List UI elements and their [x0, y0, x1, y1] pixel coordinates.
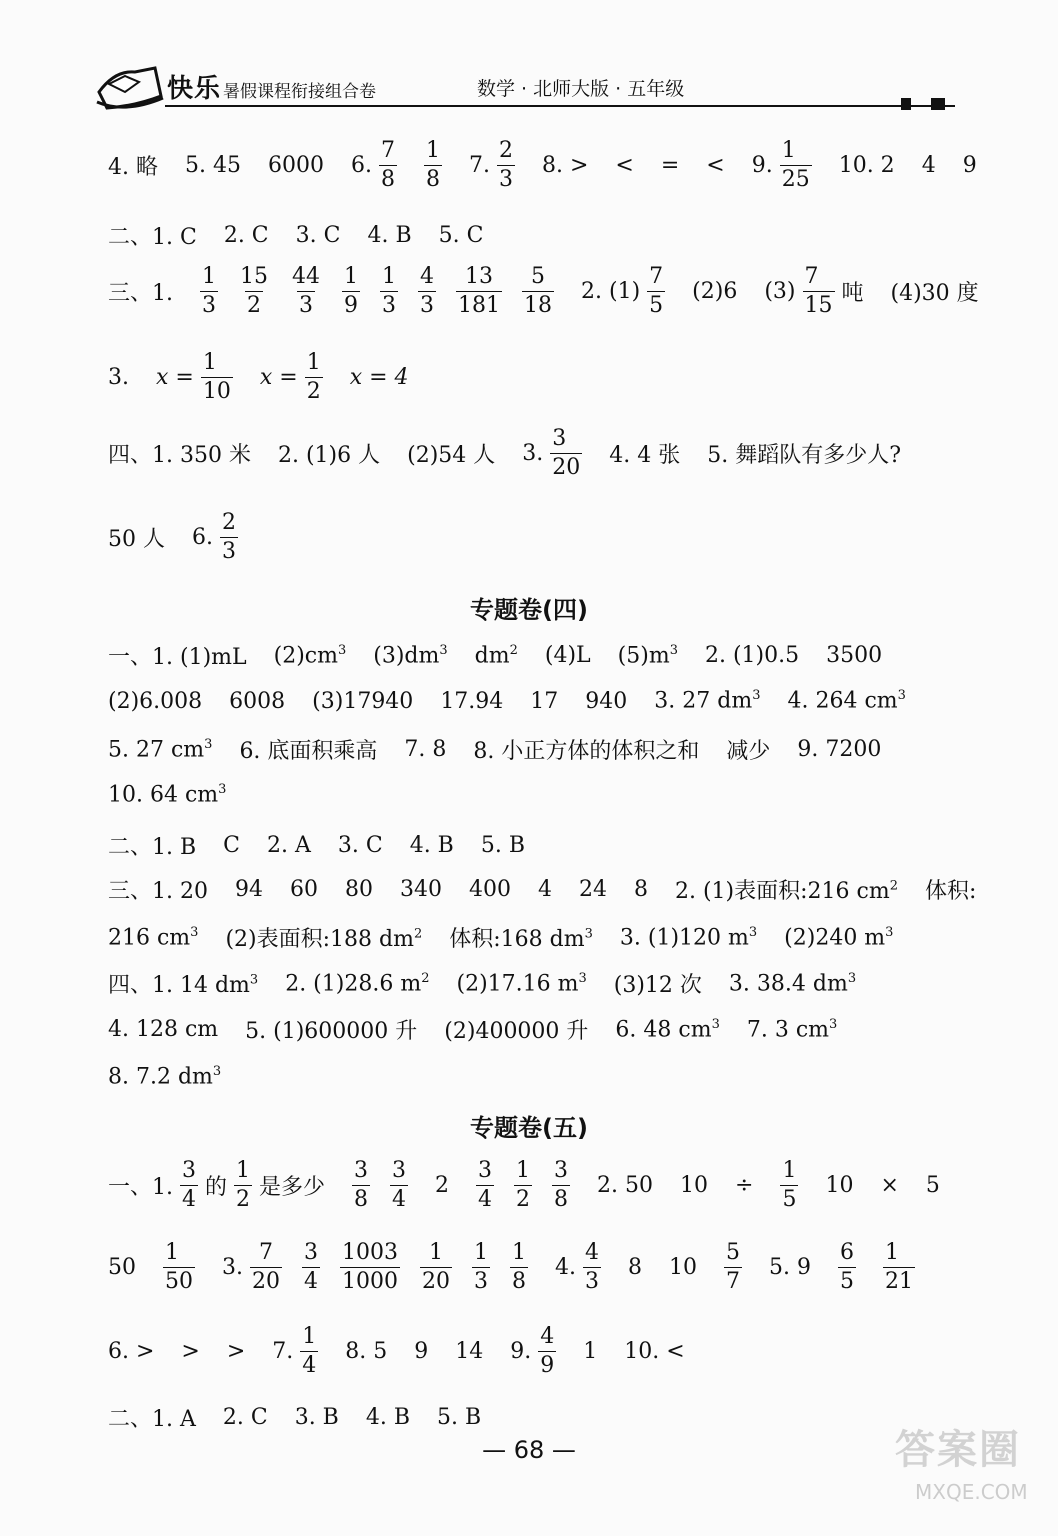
answer-item: 9. 7200: [797, 737, 882, 762]
fraction: $\frac{1}{3}$: [202, 264, 216, 318]
answer-item: 8. >: [541, 153, 589, 178]
answer-item: 8. 5: [345, 1339, 388, 1364]
answer-item: 6. 48 $cm^3$: [615, 1016, 720, 1043]
answer-item: 17: [530, 688, 559, 714]
answer-item: 2. (1)表面积:216 $cm^2$: [674, 878, 898, 904]
answer-item: 3.: [108, 365, 129, 390]
answer-line: [108, 688, 926, 714]
answer-item: 5. 45: [184, 153, 241, 178]
answer-item: 3. B: [294, 1405, 339, 1430]
answer-item: 二、1. B: [108, 835, 197, 860]
answer-item: 一、1. (1)mL: [108, 645, 247, 670]
answer-item: 4. 128 cm: [108, 1017, 219, 1042]
answer-line: [108, 874, 996, 905]
watermark: [895, 1418, 1045, 1518]
answer-item: 340: [399, 877, 442, 902]
fraction: $\frac{44}{3}$: [292, 264, 320, 318]
fraction: $\frac{4}{3}$: [420, 264, 434, 318]
section-title: 专题卷(五): [470, 1114, 588, 1142]
answer-item: 4: [537, 877, 552, 902]
answer-item: 4.: [555, 1255, 576, 1280]
answer-item: 3.: [522, 441, 544, 466]
answer-item: 4. B: [409, 833, 454, 858]
fraction: $\frac{13}{181}$: [458, 264, 500, 318]
answer-item: 一、1.: [108, 1175, 173, 1200]
series-title-small: 暑假课程衔接组合卷: [223, 82, 377, 102]
fraction: $\frac{1}{8}$: [512, 1240, 526, 1294]
answer-item: 2. (1)28.6 $m^2$: [285, 970, 430, 997]
answer-item: 3. C: [337, 833, 383, 858]
answer-item: C: [223, 833, 240, 858]
answer-item: 5. B: [437, 1405, 482, 1430]
fraction: $\frac{1}{25}$: [781, 138, 810, 192]
answer-item: >: [226, 1339, 246, 1364]
answer-line: [108, 1326, 705, 1377]
answer-line: [108, 512, 258, 563]
answer-item: (3): [764, 279, 796, 304]
answer-item: 3. C: [295, 223, 341, 248]
answer-line: [108, 428, 921, 479]
watermark-url: MXQE.COM: [915, 1480, 1028, 1504]
answer-item: (4)30 度: [890, 281, 979, 306]
fraction: $\frac{3}{4}$: [304, 1240, 318, 1294]
answer-item: 2. 50: [597, 1173, 654, 1198]
answer-item: =: [660, 153, 680, 178]
answer-item: 6.: [192, 525, 213, 550]
answer-line: [108, 830, 545, 861]
answer-item: 体积:168 $dm^3$: [449, 926, 593, 952]
answer-item: (2)400000 升: [444, 1019, 589, 1044]
fraction: $\frac{1}{20}$: [422, 1240, 450, 1294]
answer-item: $(5)m^3$: [617, 642, 678, 669]
page-number: — 68 —: [482, 1436, 576, 1464]
answer-item: 2. (1)0.5: [704, 643, 800, 668]
fraction: $\frac{6}{5}$: [839, 1240, 854, 1294]
answer-line: [108, 1064, 241, 1090]
answer-item: $(3)dm^3$: [373, 642, 448, 669]
answer-item: 5. B: [480, 833, 526, 858]
answer-item: 50: [108, 1255, 136, 1280]
fraction: $\frac{1}{9}$: [344, 264, 358, 318]
fraction: $\frac{1}{3}$: [474, 1240, 488, 1294]
fraction-group: [476, 1160, 590, 1211]
answer-item: 5. 9: [769, 1255, 811, 1280]
answer-item: 1: [583, 1339, 598, 1364]
fraction: $\frac{1003}{1000}$: [342, 1240, 398, 1294]
answer-item: 10: [669, 1255, 697, 1280]
answer-item: (2)6.008: [108, 688, 203, 714]
answer-item: 3.: [222, 1255, 243, 1280]
answer-item: 3. 27 $dm^3$: [654, 688, 761, 714]
answer-item: 7. 3 $cm^3$: [746, 1016, 838, 1043]
answer-item: $(2)cm^3$: [273, 642, 347, 669]
header-rule-mark: [931, 98, 945, 110]
answer-item: 9: [962, 153, 977, 178]
fraction: $\frac{5}{18}$: [524, 264, 552, 318]
answer-line: [108, 140, 997, 191]
answer-item: 10. 64 $cm^3$: [108, 782, 227, 808]
answer-item: 3. 38.4 $dm^3$: [728, 970, 857, 997]
answer-item: 4. 略: [108, 155, 158, 180]
answer-line: [108, 968, 876, 999]
book-logo-icon: [95, 62, 165, 110]
fraction: $\frac{3}{8}$: [554, 1158, 569, 1212]
answer-item: 216 $cm^3$: [108, 924, 199, 951]
fraction: $\frac{3}{4}$: [392, 1158, 407, 1212]
answer-item: 7.: [468, 153, 490, 178]
fraction: $\frac{1}{10}$: [202, 350, 231, 404]
answer-item: 二、1. C: [108, 225, 197, 250]
answer-item: 400: [468, 877, 511, 902]
answer-item: (2)240 $m^3$: [784, 924, 894, 951]
answer-item: 24: [578, 877, 607, 902]
answer-item: 3. (1)120 $m^3$: [619, 924, 758, 951]
answer-item: 940: [585, 688, 628, 714]
answer-item: x =: [259, 365, 298, 390]
answer-item: <: [615, 153, 634, 178]
series-title-big: 快乐: [167, 74, 222, 104]
fraction: $\frac{4}{3}$: [585, 1240, 599, 1294]
fraction: $\frac{3}{8}$: [354, 1158, 369, 1212]
answer-line: [108, 352, 429, 403]
header-rule-mark: [901, 98, 911, 110]
answer-item: 的: [205, 1175, 228, 1200]
answer-item: (4)L: [544, 643, 591, 668]
answer-item: 6. >: [108, 1339, 155, 1364]
fraction: $\frac{1}{5}$: [782, 1158, 797, 1212]
answer-item: 四、1. 350 米: [108, 443, 251, 468]
fraction: $\frac{1}{2}$: [236, 1158, 251, 1212]
answer-item: 6. 底面积乘高: [239, 739, 378, 764]
answer-item: 是多少: [259, 1175, 326, 1200]
fraction-group: [250, 1242, 548, 1293]
answer-item: 10: [825, 1173, 854, 1198]
answer-item: x =: [156, 365, 194, 390]
answer-item: (2)6: [692, 279, 738, 304]
answer-item: 7.: [272, 1339, 294, 1364]
answer-item: (3)12 次: [613, 973, 702, 998]
answer-item: 9.: [751, 153, 773, 178]
answer-item: 8. 小正方体的体积之和: [473, 739, 700, 764]
fraction: $\frac{2}{3}$: [498, 138, 513, 192]
answer-item: 80: [344, 877, 373, 902]
answer-item: 6000: [267, 153, 324, 178]
watermark-text: 答案圈: [895, 1427, 1021, 1473]
fraction: $\frac{7}{5}$: [649, 264, 664, 318]
fraction: $\frac{1}{50}$: [165, 1240, 193, 1294]
answer-item: ÷: [735, 1173, 754, 1198]
answer-item: 5. (1)600000 升: [245, 1019, 418, 1044]
answer-item: 三、1.: [108, 281, 173, 306]
answer-line: [108, 266, 999, 317]
answer-item: 2. C: [222, 1405, 268, 1430]
answer-item: 体积:: [925, 879, 977, 904]
answer-item: $dm^2$: [474, 642, 518, 669]
fraction: $\frac{1}{4}$: [302, 1324, 317, 1378]
answer-item: 5. 27 $cm^3$: [108, 736, 213, 763]
answer-item: 6008: [229, 688, 286, 714]
answer-item: (3)17940: [312, 688, 414, 714]
answer-line: [108, 640, 902, 671]
fraction: $\frac{1}{2}$: [516, 1158, 531, 1212]
answer-item: 8: [633, 877, 648, 902]
answer-item: ×: [880, 1173, 899, 1198]
subject-label: 数学 · 北师大版 · 五年级: [477, 78, 685, 100]
answer-line: [108, 734, 901, 765]
answer-item: x = 4: [349, 365, 409, 390]
answer-item: 2. (1)6 人: [277, 443, 381, 468]
answer-item: 4. 264 $cm^3$: [787, 688, 906, 714]
answer-item: 吨: [841, 281, 864, 306]
answer-item: 4. B: [367, 223, 412, 248]
answer-item: 2. (1): [581, 279, 641, 304]
answer-item: 二、1. A: [108, 1407, 196, 1432]
answer-item: 10. 2: [838, 153, 895, 178]
fraction: $\frac{7}{8}$: [380, 138, 395, 192]
answer-item: 四、1. 14 $dm^3$: [108, 972, 259, 998]
answer-item: 50 人: [108, 527, 165, 552]
answer-item: 2. C: [223, 223, 269, 248]
answer-line: [108, 1402, 501, 1433]
fraction: $\frac{3}{4}$: [478, 1158, 493, 1212]
fraction: $\frac{5}{7}$: [726, 1240, 740, 1294]
fraction: $\frac{4}{9}$: [540, 1324, 555, 1378]
answer-item: 8: [628, 1255, 642, 1280]
header-rule: [165, 105, 955, 107]
answer-item: <: [706, 153, 725, 178]
series-title: [167, 68, 376, 105]
answer-item: 9: [414, 1339, 429, 1364]
fraction: $\frac{1}{8}$: [425, 138, 440, 192]
answer-item: 8. 7.2 $dm^3$: [108, 1064, 222, 1090]
fraction: $\frac{3}{20}$: [552, 426, 581, 480]
answer-item: 9.: [510, 1339, 532, 1364]
answer-item: 4: [921, 153, 936, 178]
section-title: 专题卷(四): [470, 596, 588, 624]
answer-item: 3500: [826, 643, 883, 668]
answer-item: 60: [289, 877, 318, 902]
answer-line: [108, 1014, 857, 1045]
fraction-group: [200, 266, 574, 317]
answer-item: 10. <: [624, 1339, 685, 1364]
fraction: $\frac{3}{4}$: [182, 1158, 196, 1212]
answer-item: 5: [925, 1173, 940, 1198]
answer-item: 4. 4 张: [609, 443, 681, 468]
answer-item: 10: [680, 1173, 709, 1198]
answer-item: 5. 舞蹈队有多少人?: [707, 443, 902, 468]
answer-item: 14: [455, 1339, 484, 1364]
answer-item: (2)54 人: [407, 443, 496, 468]
answer-line: [108, 922, 913, 953]
answer-item: 7. 8: [404, 737, 447, 762]
answer-item: (2)表面积:188 $dm^2$: [225, 926, 423, 952]
answer-line: [108, 1160, 960, 1211]
answer-line: [108, 220, 503, 251]
answer-item: 17.94: [440, 688, 504, 714]
answer-line: [108, 782, 246, 808]
answer-item: 三、1. 20: [108, 879, 208, 904]
fraction: $\frac{7}{20}$: [252, 1240, 280, 1294]
answer-item: 5. C: [438, 223, 484, 248]
answer-item: 94: [234, 877, 263, 902]
answer-item: (2)17.16 $m^3$: [456, 970, 587, 997]
fraction: $\frac{2}{3}$: [222, 510, 236, 564]
fraction: $\frac{7}{15}$: [804, 264, 833, 318]
answer-item: >: [181, 1339, 200, 1364]
fraction: $\frac{1}{21}$: [884, 1240, 913, 1294]
answer-item: 减少: [726, 739, 771, 764]
answer-item: 6.: [350, 153, 372, 178]
answer-item: 4. B: [365, 1405, 411, 1430]
answer-item: 2: [435, 1173, 450, 1198]
answer-line: [108, 1242, 935, 1293]
fraction: $\frac{15}{2}$: [240, 264, 268, 318]
fraction: $\frac{1}{2}$: [306, 350, 321, 404]
page-header: [95, 60, 955, 120]
answer-item: 2. A: [267, 833, 311, 858]
fraction: $\frac{1}{3}$: [382, 264, 396, 318]
fraction-group: [352, 1160, 428, 1211]
